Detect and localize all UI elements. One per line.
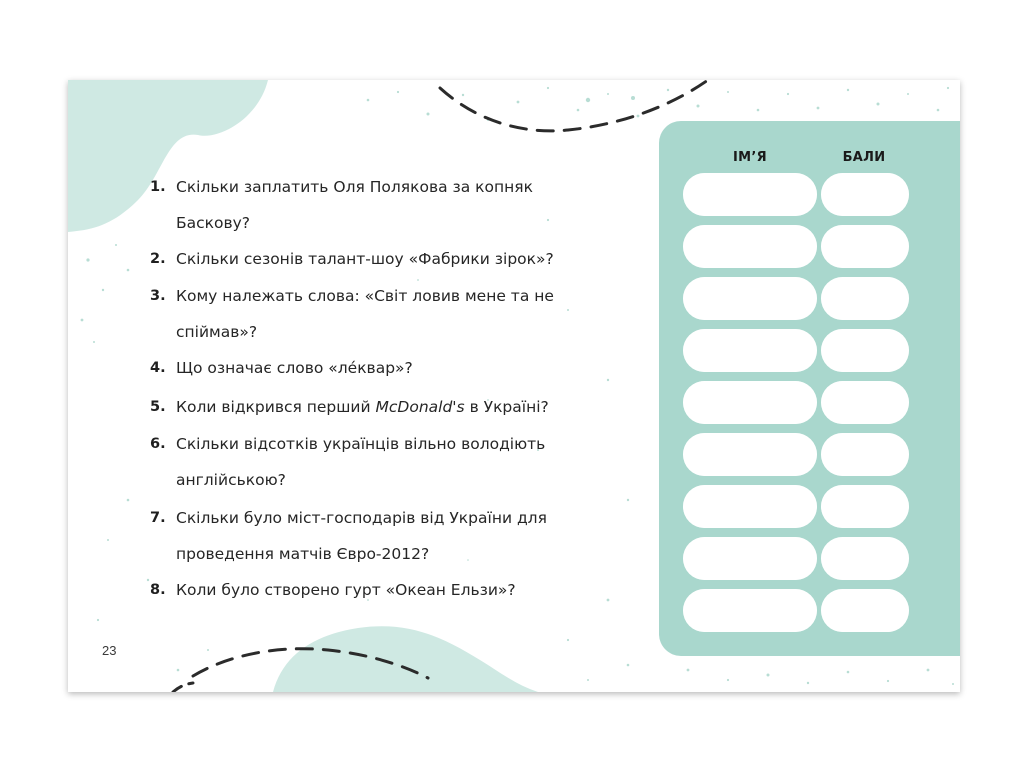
- question-number: 4.: [150, 360, 166, 376]
- score-row: [683, 173, 943, 225]
- question-item-3: [150, 278, 620, 350]
- workbook-page: [68, 80, 960, 692]
- question-text-after: в Україні?: [464, 398, 549, 416]
- scorecard-panel: [659, 121, 960, 656]
- question-number: 1.: [150, 179, 166, 195]
- name-field[interactable]: [683, 381, 817, 424]
- name-field[interactable]: [683, 329, 817, 372]
- question-text-line: Кому належать слова: «Світ ловив мене та не: [176, 287, 554, 305]
- question-item-2: [150, 241, 620, 277]
- question-list: [68, 80, 648, 692]
- question-item-8: [150, 572, 620, 608]
- points-field[interactable]: [821, 589, 909, 632]
- score-row: [683, 433, 943, 485]
- scorecard-rows: [683, 173, 943, 641]
- question-number: 5.: [150, 399, 166, 415]
- question-text-line: Коли було створено гурт «Океан Ельзи»?: [176, 581, 516, 599]
- score-row: [683, 329, 943, 381]
- question-text-line: Баскову?: [176, 214, 251, 232]
- page-number: 23: [102, 643, 117, 658]
- question-text-line: Скільки заплатить Оля Полякова за копняк: [176, 178, 533, 196]
- score-row: [683, 537, 943, 589]
- question-item-4: [150, 350, 620, 386]
- question-item-1: [150, 169, 620, 241]
- question-text-line: Що означає слово «лéквар»?: [176, 359, 413, 377]
- score-row: [683, 589, 943, 641]
- name-field[interactable]: [683, 589, 817, 632]
- score-row: [683, 381, 943, 433]
- score-row: [683, 485, 943, 537]
- question-text-brand: McDonald's: [375, 398, 465, 416]
- points-field[interactable]: [821, 173, 909, 216]
- question-item-7: [150, 500, 620, 572]
- question-number: 3.: [150, 288, 166, 304]
- name-field[interactable]: [683, 277, 817, 320]
- points-field[interactable]: [821, 485, 909, 528]
- name-field[interactable]: [683, 433, 817, 476]
- name-field[interactable]: [683, 225, 817, 268]
- points-field[interactable]: [821, 225, 909, 268]
- question-text-line: англійською?: [176, 471, 286, 489]
- question-item-6: [150, 426, 620, 498]
- name-column-header: ІМ’Я: [733, 150, 767, 165]
- question-number: 2.: [150, 251, 166, 267]
- question-number: 6.: [150, 436, 166, 452]
- question-text-line: проведення матчів Євро-2012?: [176, 545, 430, 563]
- question-text-before: Коли відкрився перший: [176, 398, 376, 416]
- question-text-line: спіймав»?: [176, 323, 258, 341]
- name-field[interactable]: [683, 173, 817, 216]
- points-field[interactable]: [821, 537, 909, 580]
- points-field[interactable]: [821, 433, 909, 476]
- question-text-line: [176, 389, 620, 425]
- question-number: 7.: [150, 510, 166, 526]
- points-field[interactable]: [821, 381, 909, 424]
- score-row: [683, 225, 943, 277]
- question-item-5: [150, 389, 620, 425]
- question-text-line: Скільки сезонів талант-шоу «Фабрики зірок»?: [176, 250, 554, 268]
- question-text-line: Скільки відсотків українців вільно володіють: [176, 435, 546, 453]
- name-field[interactable]: [683, 537, 817, 580]
- points-field[interactable]: [821, 277, 909, 320]
- name-field[interactable]: [683, 485, 817, 528]
- score-row: [683, 277, 943, 329]
- points-column-header: БАЛИ: [842, 150, 886, 165]
- points-field[interactable]: [821, 329, 909, 372]
- question-text-line: Скільки було міст-господарів від України для: [176, 509, 547, 527]
- question-number: 8.: [150, 582, 166, 598]
